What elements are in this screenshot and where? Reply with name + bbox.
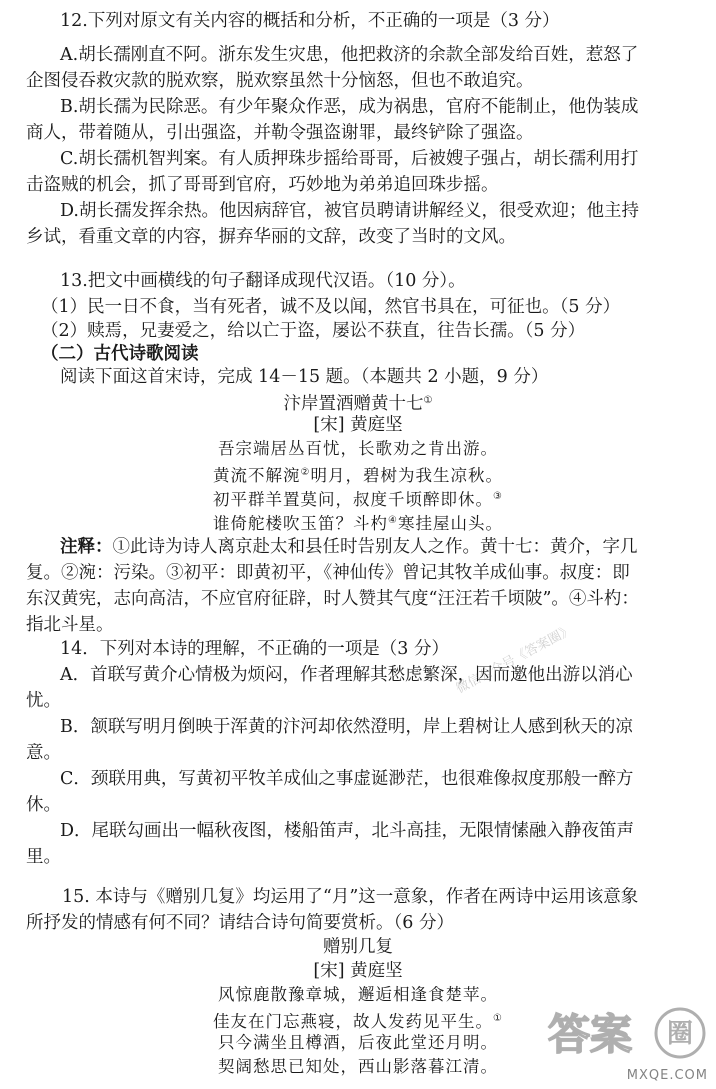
q14-option-a-line1: A．首联写黄介心情极为烦闷，作者理解其愁虑繁深，因而邀他出游以消心 xyxy=(60,665,633,685)
diagonal-watermark: 微信公众号《答案圈》 xyxy=(453,622,576,697)
section-heading: （二）古代诗歌阅读 xyxy=(41,344,199,364)
section-intro: 阅读下面这首宋诗，完成 14－15 题。（本题共 2 小题，9 分） xyxy=(60,367,549,387)
q12-option-b-line2: 商人，带着随从，引出强盗，并勒令强盗谢罪，最终铲除了强盗。 xyxy=(26,123,534,143)
poem2-line-3: 只今满坐且樽酒，后夜此堂还月明。 xyxy=(218,1033,498,1052)
poem1-line-2-note: ② xyxy=(300,467,311,478)
q12-option-c-line1: C.胡长孺机智判案。有人质押珠步摇给哥哥，后被嫂子强占，胡长孺利用打 xyxy=(60,149,639,169)
q12-option-d-line2: 乡试，看重文章的内容，摒弃华丽的文辞，改变了当时的文风。 xyxy=(26,227,516,247)
notes-line-1: 注释：①此诗为诗人离京赴太和县任时告别友人之作。黄十七：黄介，字几 xyxy=(60,537,638,557)
q12-option-a-line2: 企图侵吞救灾款的脱欢察，脱欢察虽然十分恼怒，但也不敢追究。 xyxy=(26,71,534,91)
q14-option-d-line1: D．尾联勾画出一幅秋夜图，楼船笛声，北斗高挂，无限情愫融入静夜笛声 xyxy=(60,821,635,841)
notes-line-2: 复。②涴：污染。③初平：即黄初平，《神仙传》曾记其牧羊成仙事。叔度：即 xyxy=(26,563,630,583)
poem1-author: [宋] 黄庭坚 xyxy=(313,415,403,435)
q14-option-b-line2: 意。 xyxy=(26,743,61,763)
q15-stem-line2: 所抒发的情感有何不同？请结合诗句简要赏析。（6 分） xyxy=(26,913,454,933)
q14-option-a-line2: 忧。 xyxy=(26,691,61,711)
q14-option-c-line1: C．颈联用典，写黄初平牧羊成仙之事虚诞渺茫，也很难像叔度那般一醉方 xyxy=(60,769,634,789)
poem1-line-4-note: ④ xyxy=(388,515,398,526)
notes-label: 注释： xyxy=(60,537,113,557)
poem2-author: [宋] 黄庭坚 xyxy=(313,961,403,981)
poem1-line-4: 谁倚舵楼吹玉笛？斗杓④寒挂屋山头。 xyxy=(213,514,503,533)
poem2-line-4: 契阔愁思已知处，西山影落暮江清。 xyxy=(218,1057,498,1076)
poem1-title: 汴岸置酒赠黄十七① xyxy=(283,394,433,414)
poem1-line-2: 黄流不解涴②明月，碧树为我生凉秋。 xyxy=(213,466,503,485)
poem2-line-2-note: ① xyxy=(493,1013,503,1024)
q12-option-d-line1: D.胡长孺发挥余热。他因病辞官，被官员聘请讲解经义，很受欢迎；他主持 xyxy=(60,201,639,221)
poem1-title-note: ① xyxy=(423,395,433,406)
notes-line-4: 指北斗星。 xyxy=(26,615,114,635)
poem2-title: 赠别几复 xyxy=(323,937,393,957)
q12-option-c-line2: 击盗贼的机会，抓了哥哥到官府，巧妙地为弟弟追回珠步摇。 xyxy=(26,175,499,195)
q13-stem: 13.把文中画横线的句子翻译成现代汉语。（10 分）。 xyxy=(60,271,466,291)
notes-line-3: 东汉黄宪，志向高洁，不应官府征辟，时人赞其气度“汪汪若千顷陂”。④斗杓： xyxy=(26,589,639,609)
q14-option-c-line2: 休。 xyxy=(26,795,61,815)
q13-sentence-1: （1）民一日不食，当有死者，诚不及以闻，然官书具在，可征也。（5 分） xyxy=(41,297,621,317)
logo-watermark-url: MXQE.COM xyxy=(626,1068,708,1083)
poem2-line-1: 风惊鹿散豫章城，邂逅相逢食楚苹。 xyxy=(218,985,498,1004)
poem1-line-1: 吾宗端居丛百忧，长歌劝之肯出游。 xyxy=(218,439,498,458)
svg-text:答案: 答案 xyxy=(547,1010,633,1059)
q13-sentence-2: （2）赎焉，兄妻爱之，给以亡于盗，屡讼不获直，往告长孺。（5 分） xyxy=(41,321,586,341)
q14-option-d-line2: 里。 xyxy=(26,847,61,867)
poem2-line-2: 佳友在门忘燕寝，故人发药见平生。① xyxy=(213,1012,503,1031)
poem1-line-3-note: ③ xyxy=(493,491,503,502)
q12-option-b-line1: B.胡长孺为民除恶。有少年聚众作恶，成为祸患，官府不能制止，他伪装成 xyxy=(60,97,639,117)
q14-stem: 14．下列对本诗的理解，不正确的一项是（3 分） xyxy=(60,639,449,659)
q12-stem: 12.下列对原文有关内容的概括和分析，不正确的一项是（3 分） xyxy=(60,11,560,31)
q14-option-b-line1: B．颔联写明月倒映于浑黄的汴河却依然澄明，岸上碧树让人感到秋天的凉 xyxy=(60,717,633,737)
q12-option-a-line1: A.胡长孺刚直不阿。浙东发生灾患，他把救济的余款全部发给百姓，惹怒了 xyxy=(60,45,639,65)
svg-text:圈: 圈 xyxy=(666,1019,694,1049)
poem1-line-3: 初平群羊置莫问，叔度千顷醉即休。③ xyxy=(213,490,503,509)
q15-stem-line1: 15. 本诗与《赠别几复》均运用了“月”这一意象，作者在两诗中运用该意象 xyxy=(62,887,639,907)
